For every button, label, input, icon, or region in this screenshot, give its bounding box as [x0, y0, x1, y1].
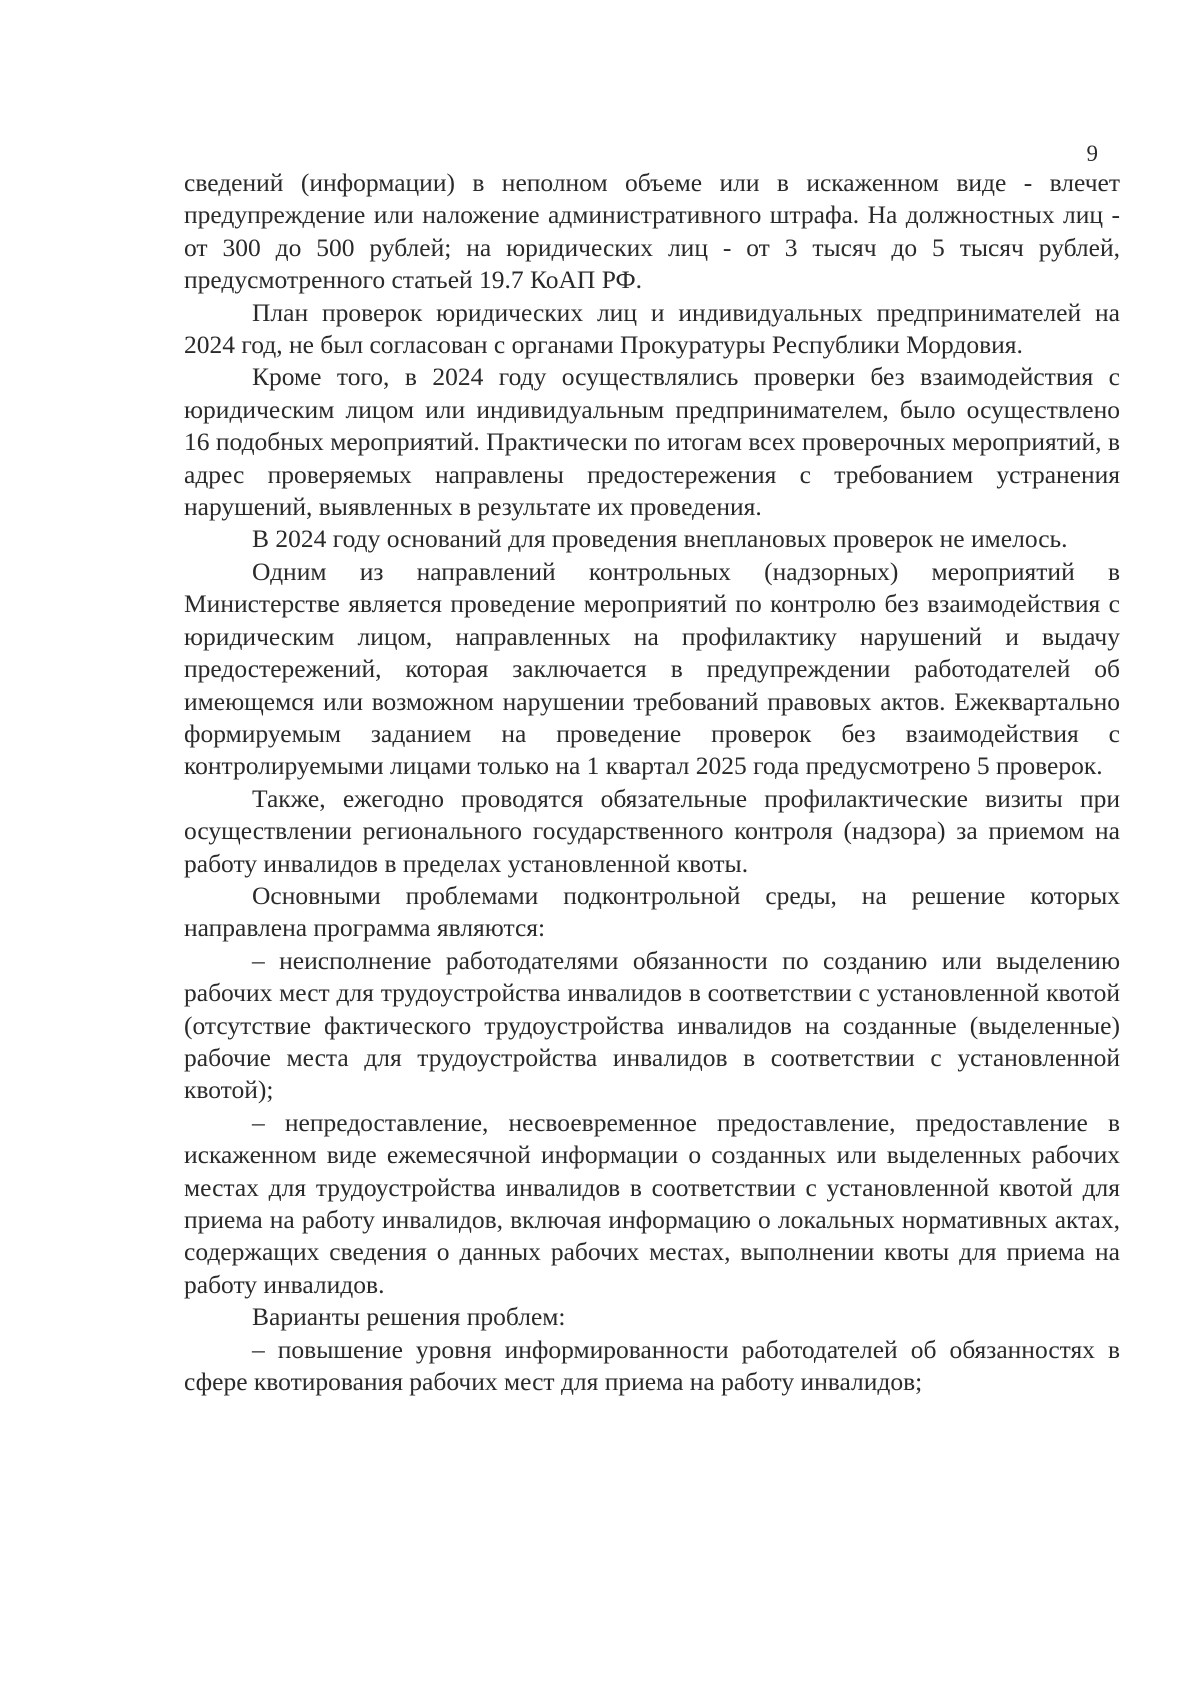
list-item-quota-noncompliance: – неисполнение работодателями обязанности по созданию или выделению рабочих мест для трудоустройства инвалидов в соответствии с установленной квотой (отсутствие фактического трудоустройства инвалидов на созданные (выделенные) рабочие места для трудоустройства инвалидов в соответствии с установленной квотой); [184, 945, 1120, 1105]
paragraph-preventive-visits: Также, ежегодно проводятся обязательные профилактические визиты при осуществлении регионального государственного контроля (надзора) за приемом на работу инвалидов в пределах установленной квоты. [184, 783, 1120, 878]
paragraph-penalty-continuation: сведений (информации) в неполном объеме или в искаженном виде - влечет предупреждение или наложение административного штрафа. На должностных лиц - от 300 до 500 рублей; на юридических лиц - от 3 тысяч до 5 тысяч рублей, предусмотренного статьей 19.7 КоАП РФ. [184, 168, 1120, 295]
paragraph-solution-options: Варианты решения проблем: [252, 1302, 566, 1332]
page-number: 9 [1086, 141, 1098, 166]
paragraph-main-problems: Основными проблемами подконтрольной среды, на решение которых направлена программа являются: [184, 880, 1120, 943]
paragraph-checks-without-interaction: Кроме того, в 2024 году осуществлялись проверки без взаимодействия с юридическим лицом или индивидуальным предпринимателем, было осуществлено 16 подобных мероприятий. Практически по итогам всех проверочных мероприятий, в адрес проверяемых направлены предостережения с требованием устранения нарушений, выявленных в результате их проведения. [184, 362, 1120, 522]
paragraph-control-directions: Одним из направлений контрольных (надзорных) мероприятий в Министерстве является проведение мероприятий по контролю без взаимодействия с юридическим лицом, направленных на профилактику нарушений и выдачу предостережений, которая заключается в предупреждении работодателей об имеющемся или возможном нарушении требований правовых актов. Ежеквартально формируемым заданием на проведение проверок без взаимодействия с контролируемыми лицами только на 1 квартал 2025 года предусмотрено 5 проверок. [184, 556, 1120, 781]
document-body [184, 167, 1120, 1398]
paragraph-unscheduled-checks: В 2024 году оснований для проведения внеплановых проверок не имелось. [252, 524, 1068, 554]
list-item-awareness: – повышение уровня информированности работодателей об обязанностях в сфере квотирования рабочих мест для приема на работу инвалидов; [184, 1334, 1120, 1397]
paragraph-inspection-plan: План проверок юридических лиц и индивидуальных предпринимателей на 2024 год, не был согласован с органами Прокуратуры Республики Мордовия. [184, 297, 1120, 360]
list-item-reporting-violations: – непредоставление, несвоевременное предоставление, предоставление в искаженном виде ежемесячной информации о созданных или выделенных рабочих местах для трудоустройства инвалидов в соответствии с установленной квотой для приема на работу инвалидов, включая информацию о локальных нормативных актах, содержащих сведения о данных рабочих местах, выполнении квоты для приема на работу инвалидов. [184, 1107, 1120, 1299]
